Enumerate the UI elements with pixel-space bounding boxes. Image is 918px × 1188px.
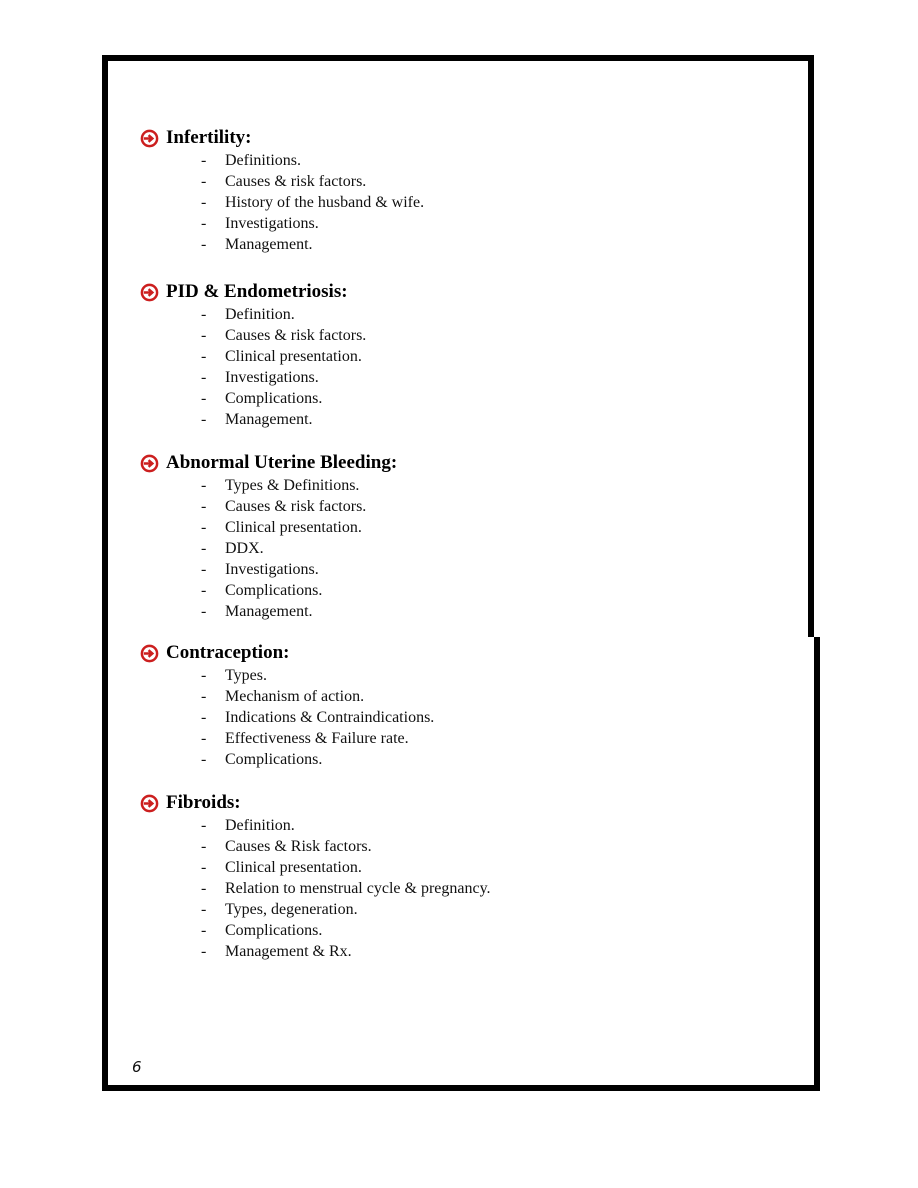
list-item: - Definition. <box>201 817 295 834</box>
list-item: - Complications. <box>201 922 323 939</box>
section-title: Abnormal Uterine Bleeding: <box>166 452 398 473</box>
list-item: - Clinical presentation. <box>201 859 362 876</box>
section-contraception <box>140 641 434 770</box>
list-item: - Causes & Risk factors. <box>201 838 372 855</box>
list-item: - Definition. <box>201 306 295 323</box>
topic-list <box>140 475 397 622</box>
section-heading <box>140 280 366 304</box>
list-item: - Complications. <box>201 751 323 768</box>
list-item: - Management. <box>201 603 313 620</box>
arrow-right-circle-icon <box>140 794 159 813</box>
list-item: - Effectiveness & Failure rate. <box>201 730 409 747</box>
topic-list <box>140 304 366 430</box>
list-item: - Causes & risk factors. <box>201 173 367 190</box>
list-item: - Indications & Contraindications. <box>201 709 435 726</box>
section-title: Contraception: <box>166 642 290 663</box>
arrow-right-circle-icon <box>140 454 159 473</box>
topic-list <box>140 815 491 962</box>
section-abnormal-uterine-bleeding <box>140 451 397 622</box>
list-item: - Mechanism of action. <box>201 688 365 705</box>
topic-list <box>140 665 434 770</box>
section-heading <box>140 126 424 150</box>
list-item: - Definitions. <box>201 152 301 169</box>
list-item: - Management & Rx. <box>201 943 352 960</box>
section-heading <box>140 451 397 475</box>
section-pid-endometriosis <box>140 280 366 430</box>
list-item: - Complications. <box>201 582 323 599</box>
list-item: - Causes & risk factors. <box>201 327 367 344</box>
list-item: - Investigations. <box>201 561 319 578</box>
section-title: PID & Endometriosis: <box>166 281 348 302</box>
list-item: - Investigations. <box>201 369 319 386</box>
list-item: - Causes & risk factors. <box>201 498 367 515</box>
list-item: - DDX. <box>201 540 264 557</box>
list-item: - Complications. <box>201 390 323 407</box>
arrow-right-circle-icon <box>140 283 159 302</box>
section-title: Fibroids: <box>166 792 241 813</box>
list-item: - Types. <box>201 667 267 684</box>
list-item: - Types, degeneration. <box>201 901 358 918</box>
section-infertility <box>140 126 424 255</box>
topic-list <box>140 150 424 255</box>
section-heading <box>140 641 434 665</box>
list-item: - Clinical presentation. <box>201 348 362 365</box>
arrow-right-circle-icon <box>140 644 159 663</box>
list-item: - Relation to menstrual cycle & pregnancy. <box>201 880 491 897</box>
list-item: - Clinical presentation. <box>201 519 362 536</box>
section-heading <box>140 791 491 815</box>
list-item: - Types & Definitions. <box>201 477 360 494</box>
page-number: 6 <box>132 1058 142 1076</box>
list-item: - History of the husband & wife. <box>201 194 425 211</box>
list-item: - Investigations. <box>201 215 319 232</box>
list-item: - Management. <box>201 236 313 253</box>
section-fibroids <box>140 791 491 962</box>
list-item: - Management. <box>201 411 313 428</box>
arrow-right-circle-icon <box>140 129 159 148</box>
section-title: Infertility: <box>166 127 252 148</box>
